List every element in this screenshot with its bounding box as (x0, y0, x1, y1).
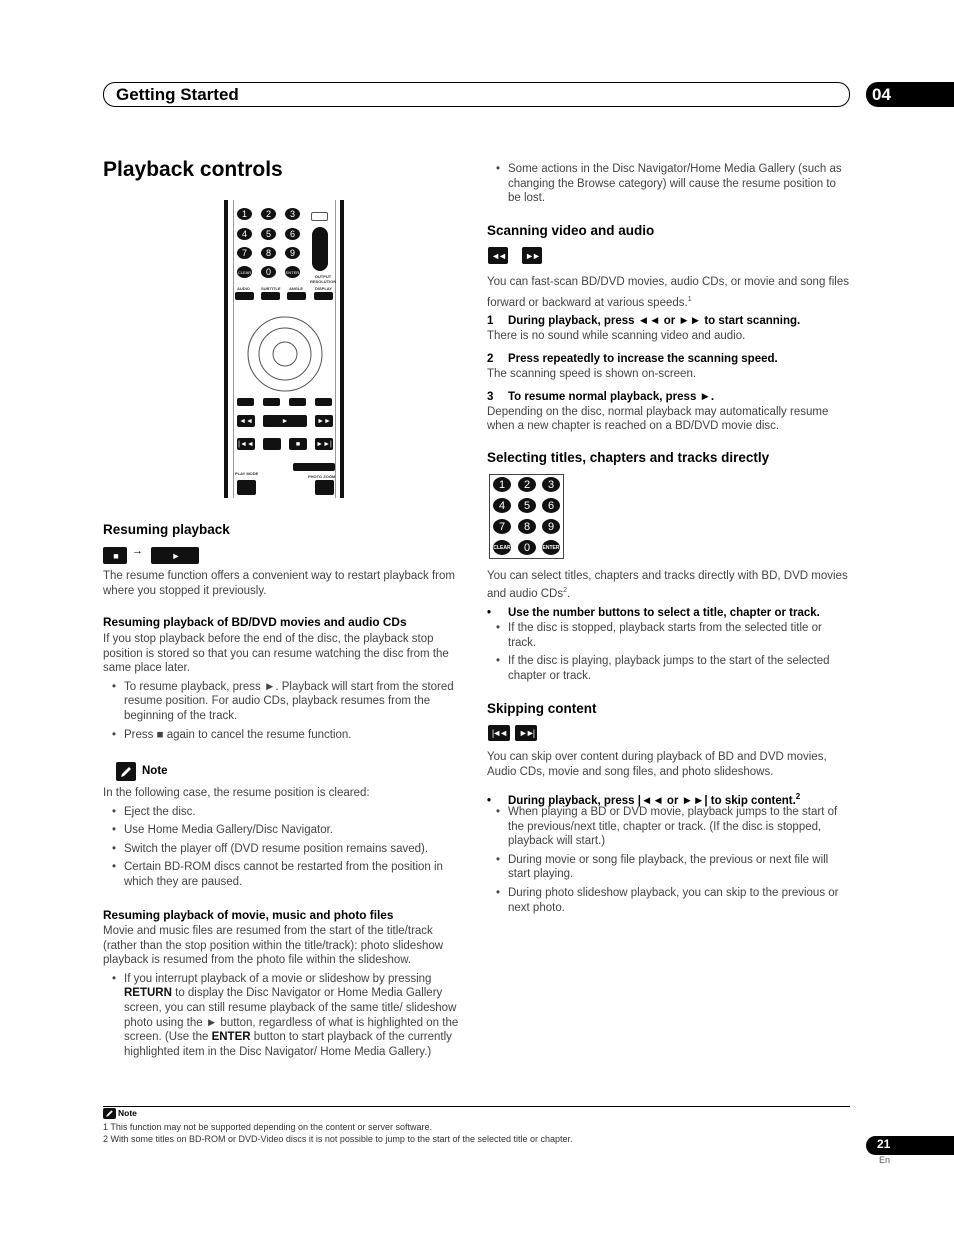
page-language: En (879, 1155, 891, 1165)
remote-color-button-d (315, 398, 332, 406)
chapter-number: 04 (872, 85, 891, 104)
numpad-key-7: 7 (493, 519, 511, 534)
selecting-heading: Selecting titles, chapters and tracks directly (487, 450, 770, 465)
resuming-files-text: Movie and music files are resumed from the start of the title/track (rather than the stop position within the title/track): photo slideshow playback is resumed from the photo file within the slideshow. (103, 925, 444, 967)
fast-forward-icon: ►► (522, 247, 542, 264)
list-item: • Some actions in the Disc Navigator/Home Media Gallery (such as changing the Browse category) will cause the resume position to be lost. (487, 162, 850, 206)
numpad-key-0: 0 (518, 540, 536, 555)
scanning-heading: Scanning video and audio (487, 223, 655, 238)
remote-key-3: 3 (285, 208, 300, 220)
skipping-heading: Skipping content (487, 701, 597, 716)
note-text: In the following case, the resume position is cleared: (103, 787, 370, 799)
note-pencil-icon (116, 762, 136, 781)
footnote-ref: 1 (687, 296, 692, 303)
resuming-intro: The resume function offers a convenient way to restart playback from where you stopped it previously. (103, 570, 455, 597)
list-item: • Certain BD-ROM discs cannot be restarted from the position in which they are paused. (103, 860, 468, 889)
remote-key-7: 7 (237, 247, 252, 259)
remote-display-button (314, 292, 333, 300)
remote-photo-zoom-button (315, 480, 334, 495)
remote-color-button-c (289, 398, 306, 406)
resuming-heading: Resuming playback (103, 522, 230, 537)
numpad-key-clear: CLEAR (493, 540, 511, 555)
remote-key-6: 6 (285, 228, 300, 240)
numpad-key-enter: ENTER (542, 540, 560, 555)
numpad-key-4: 4 (493, 498, 511, 513)
remote-indicator (311, 212, 328, 221)
rewind-icon: ◄◄ (488, 247, 508, 264)
list-item: • Use Home Media Gallery/Disc Navigator. (103, 823, 468, 838)
remote-next-button: ►►| (315, 438, 333, 450)
remote-pause-button (263, 438, 281, 450)
remote-play-button: ► (263, 415, 307, 427)
remote-key-8: 8 (261, 247, 276, 259)
remote-vertical-rocker (312, 227, 328, 271)
list-item: • During movie or song file playback, the previous or next file will start playing. (487, 853, 850, 882)
remote-color-button-b (263, 398, 280, 406)
remote-label-output: OUTPUT RESOLUTION (310, 274, 337, 284)
remote-illustration (224, 200, 346, 498)
list-item: • If the disc is stopped, playback starts from the selected title or track. (487, 621, 850, 650)
remote-key-9: 9 (285, 247, 300, 259)
skip-next-icon: ►►| (515, 725, 537, 741)
footnote-ref: 2 (795, 792, 801, 801)
remote-label-audio: AUDIO (237, 286, 250, 291)
list-item: • When playing a BD or DVD movie, playback jumps to the start of the previous/next title, chapter or track. (If the disc is stopped, playback will start.) (487, 805, 850, 849)
remote-key-clear: CLEAR (237, 266, 252, 278)
numpad-illustration (489, 474, 564, 559)
remote-color-button-a (237, 398, 254, 406)
skip-previous-icon: |◄◄ (488, 725, 510, 741)
scan-step-2: 2 Press repeatedly to increase the scanning speed. The scanning speed is shown on-screen. (487, 353, 778, 380)
list-item: • Eject the disc. (103, 805, 468, 820)
note-label: Note (142, 765, 168, 777)
scan-step-1: 1 During playback, press ◄◄ or ►► to start scanning. There is no sound while scanning video and audio. (487, 315, 801, 342)
numpad-key-5: 5 (518, 498, 536, 513)
footnote-ref: 2 (563, 586, 567, 594)
resuming-files-heading: Resuming playback of movie, music and photo files (103, 908, 394, 922)
return-key-label: RETURN (124, 987, 172, 1000)
list-item: • To resume playback, press ►. Playback will start from the stored resume position. For audio CDs, playback resumes from the beginning of the track. (103, 680, 468, 724)
remote-play-mode-button (237, 480, 256, 495)
remote-rew-button: ◄◄ (237, 415, 255, 427)
enter-key-label: ENTER (211, 1031, 251, 1044)
selecting-intro: You can select titles, chapters and tracks directly with BD, DVD movies and audio CDs$^2$. (487, 570, 848, 600)
footnote-rule (103, 1106, 850, 1107)
play-icon: ► (151, 547, 199, 564)
footnote-1: 1 This function may not be supported depending on the content or server software. (103, 1122, 433, 1132)
list-item: • Switch the player off (DVD resume position remains saved). (103, 842, 468, 857)
skipping-intro: You can skip over content during playback of BD and DVD movies, Audio CDs, movie and song files, and photo slideshows. (487, 751, 827, 778)
remote-label-subtitle: SUBTITLE (261, 286, 281, 291)
scanning-intro: You can fast-scan BD/DVD movies, audio CDs, or movie and song files forward or backward at various speeds. (487, 276, 849, 309)
resuming-bd-heading: Resuming playback of BD/DVD movies and audio CDs (103, 615, 407, 629)
selecting-bullet: • Use the number buttons to select a title, chapter or track. (487, 607, 820, 619)
numpad-key-8: 8 (518, 519, 536, 534)
remote-label-play-mode: PLAY MODE (235, 471, 259, 476)
numpad-key-9: 9 (542, 519, 560, 534)
resuming-bd-text: If you stop playback before the end of the disc, the playback stop position is stored so that you can resume watching the disc from the same place later. (103, 633, 449, 675)
scan-step-3: 3 To resume normal playback, press ►. Depending on the disc, normal playback may automatically resume when a new chapter is reached on a BD/DVD movie disc. (487, 391, 829, 433)
remote-key-1: 1 (237, 208, 252, 220)
remote-prev-button: |◄◄ (237, 438, 255, 450)
remote-key-0: 0 (261, 266, 276, 278)
page-title: Playback controls (103, 158, 283, 181)
list-item: • If you interrupt playback of a movie or slideshow by pressing RETURN to display the Disc Navigator or Home Media Gallery screen, you can still resume playback of the same title/ slideshow photo using the ► button, regardless of what is highlighted on the screen. (Use the ENTER button to start playback of the currently highlighted item in the Disc Navigator/ Home Media Gallery.) (103, 972, 468, 1060)
numpad-key-2: 2 (518, 477, 536, 492)
remote-key-5: 5 (261, 228, 276, 240)
remote-label-display: DISPLAY (315, 286, 332, 291)
remote-dpad-icon (246, 315, 324, 393)
remote-angle-button (287, 292, 306, 300)
remote-key-enter: ENTER (285, 266, 300, 278)
footnote-2: 2 With some titles on BD-ROM or DVD-Video discs it is not possible to jump to the start of the selected title or chapter. (103, 1134, 573, 1144)
stop-icon: ■ (103, 547, 127, 564)
remote-step-button (293, 463, 335, 471)
arrow-icon: → (132, 545, 143, 557)
page-number: 21 (877, 1137, 891, 1151)
numpad-key-6: 6 (542, 498, 560, 513)
section-title: Getting Started (116, 85, 239, 104)
numpad-key-1: 1 (493, 477, 511, 492)
numpad-key-3: 3 (542, 477, 560, 492)
remote-key-2: 2 (261, 208, 276, 220)
remote-subtitle-button (261, 292, 280, 300)
remote-key-4: 4 (237, 228, 252, 240)
footnote-note-icon (103, 1108, 116, 1119)
remote-label-photo-zoom: PHOTO ZOOM (308, 474, 336, 479)
list-item: • Press ■ again to cancel the resume function. (103, 728, 468, 743)
remote-label-angle: ANGLE (289, 286, 303, 291)
remote-ff-button: ►► (315, 415, 333, 427)
list-item: • During photo slideshow playback, you can skip to the previous or next photo. (487, 886, 850, 915)
skipping-bullet: • During playback, press |◄◄ or ►►| to skip content.$^2$ (487, 792, 801, 807)
list-item: • If the disc is playing, playback jumps to the start of the selected chapter or track. (487, 654, 850, 683)
footnote-label: Note (118, 1108, 137, 1118)
remote-stop-button: ■ (289, 438, 307, 450)
remote-audio-button (235, 292, 254, 300)
